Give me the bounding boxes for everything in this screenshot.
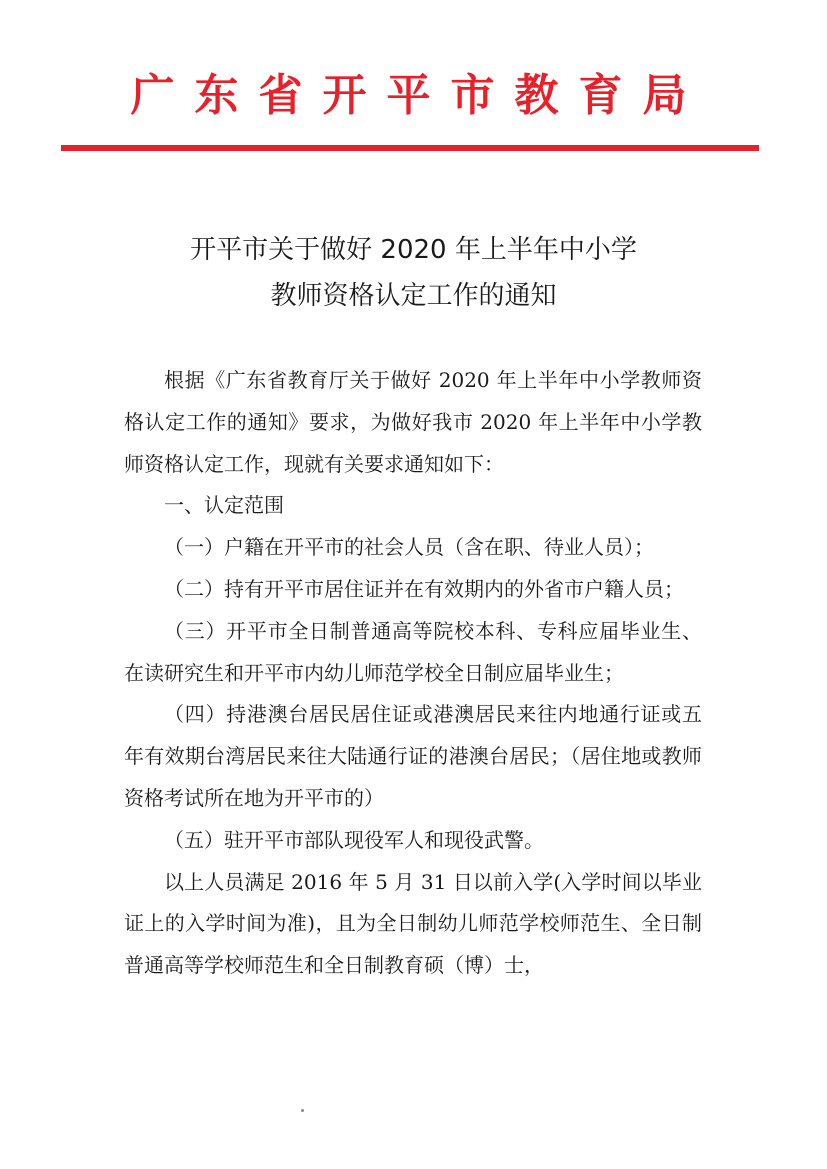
section-heading-scope: 一、认定范围: [164, 493, 284, 518]
document-title-line2: 教师资格认定工作的通知: [270, 281, 557, 311]
conditions-paragraph: 以上人员满足 2016 年 5 月 31 日以前入学(入学时间以毕业证上的入学时间为准)，且为全日制幼儿师范学校师范生、全日制普通高等学校师范生和全日制教育硕（博）士，: [124, 869, 702, 978]
scope-item-3: （三）开平市全日制普通高等院校本科、专科应届毕业生、在读研究生和开平市内幼儿师范学校全日制应届毕业生；: [124, 618, 702, 685]
letterhead-red-rule: [61, 145, 759, 151]
intro-paragraph: 根据《广东省教育厅关于做好 2020 年上半年中小学教师资格认定工作的通知》要求，为做好我市 2020 年上半年中小学教师资格认定工作，现就有关要求通知如下：: [124, 368, 702, 476]
scope-item-1: （一）户籍在开平市的社会人员（含在职、待业人员）；: [164, 535, 654, 560]
document-title-line1: 开平市关于做好 2020 年上半年中小学: [190, 235, 637, 265]
letterhead-org-name: 广东省开平市教育局: [130, 70, 707, 121]
scope-item-2: （二）持有开平市居住证并在有效期内的外省市户籍人员；: [164, 576, 684, 601]
document-body: [124, 360, 702, 987]
scan-speck: [301, 1109, 304, 1112]
scope-item-4: （四）持港澳台居民居住证或港澳居民来往内地通行证或五年有效期台湾居民来往大陆通行证的港澳台居民；（居住地或教师资格考试所在地为开平市的）: [124, 702, 702, 810]
scope-item-5: （五）驻开平市部队现役军人和现役武警。: [164, 827, 544, 852]
